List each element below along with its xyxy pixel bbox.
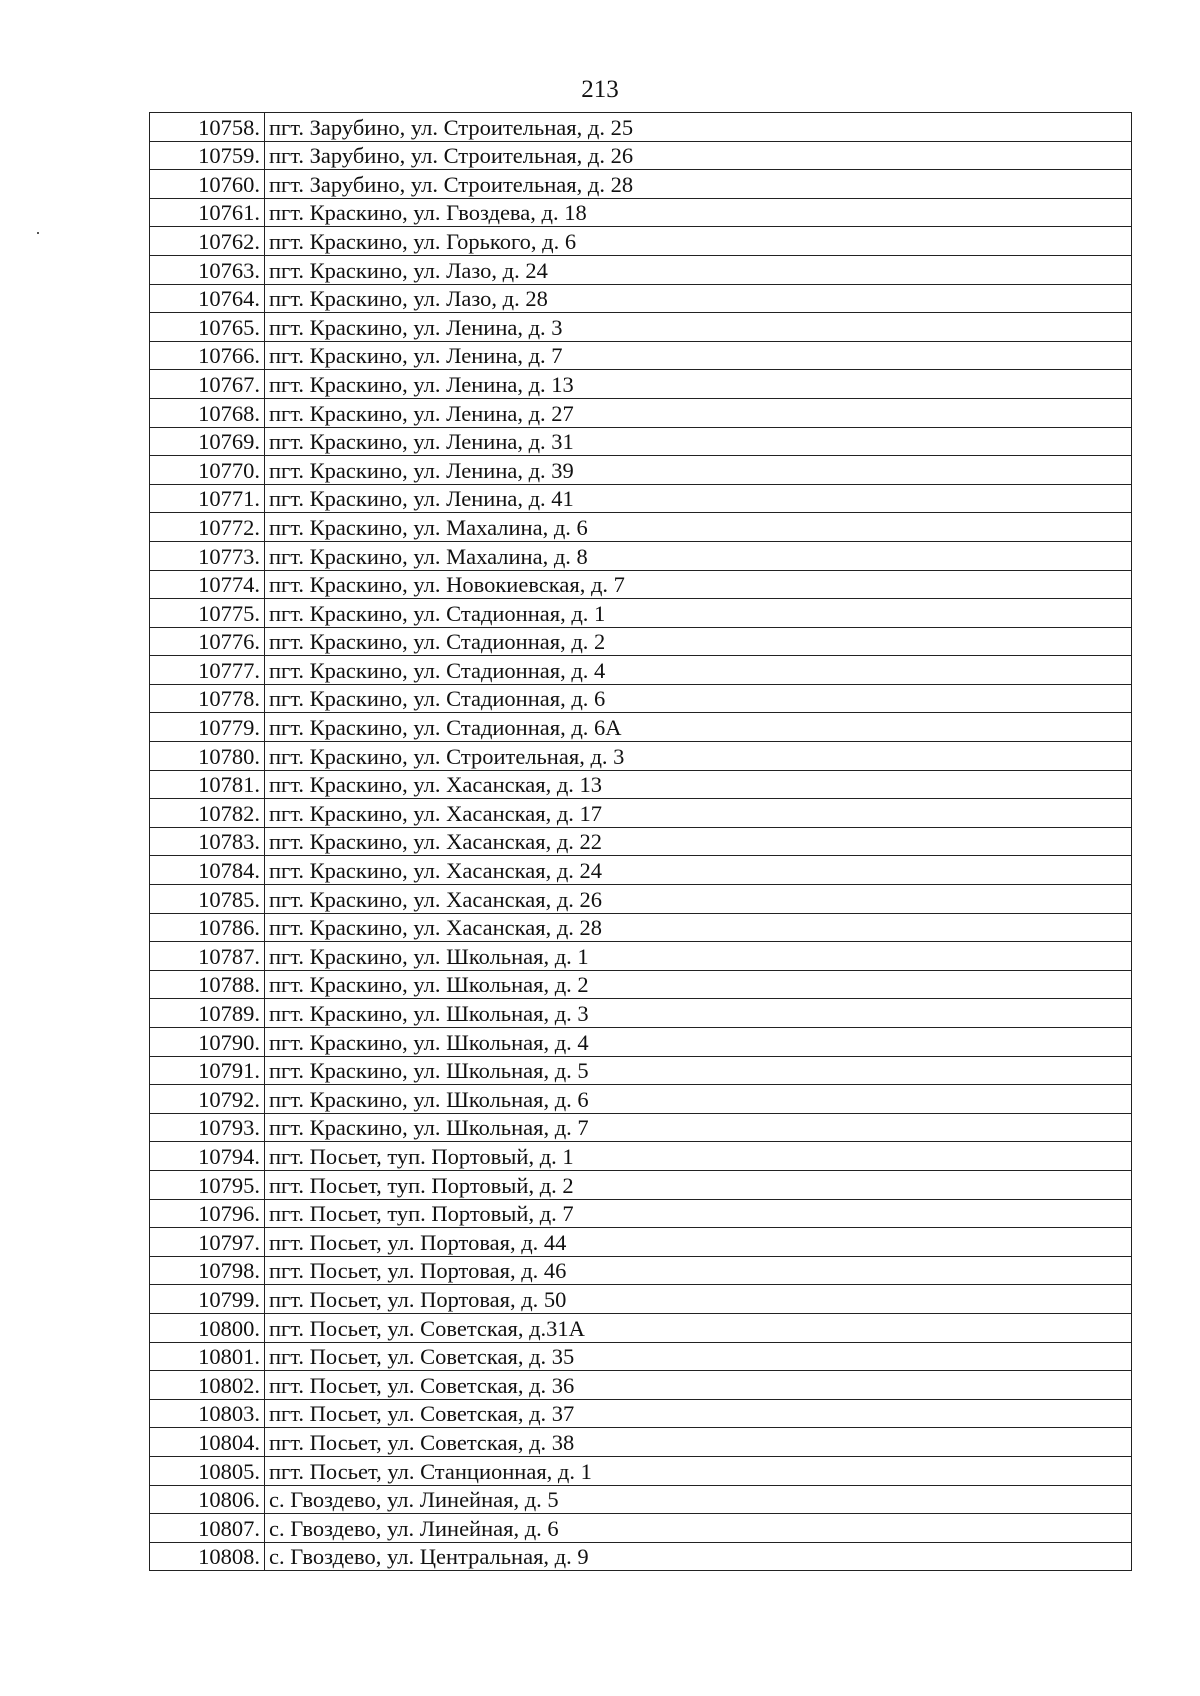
table-row	[150, 170, 1132, 199]
row-number: 10768.	[150, 398, 265, 427]
table-row	[150, 599, 1132, 628]
table-row	[150, 427, 1132, 456]
table-row	[150, 742, 1132, 771]
row-number: 10771.	[150, 484, 265, 513]
table-row	[150, 684, 1132, 713]
row-number: 10758.	[150, 113, 265, 142]
row-address: пгт. Краскино, ул. Стадионная, д. 6	[265, 684, 1132, 713]
table-row	[150, 370, 1132, 399]
table-row	[150, 827, 1132, 856]
row-address: пгт. Посьет, ул. Советская, д. 36	[265, 1371, 1132, 1400]
row-number: 10775.	[150, 599, 265, 628]
table-row	[150, 1485, 1132, 1514]
table-row	[150, 1199, 1132, 1228]
table-row	[150, 513, 1132, 542]
table-row	[150, 1085, 1132, 1114]
table-row	[150, 770, 1132, 799]
table-row	[150, 1542, 1132, 1571]
row-number: 10803.	[150, 1399, 265, 1428]
row-number: 10762.	[150, 227, 265, 256]
table-row	[150, 1028, 1132, 1057]
row-number: 10796.	[150, 1199, 265, 1228]
row-number: 10780.	[150, 742, 265, 771]
row-address: пгт. Краскино, ул. Ленина, д. 39	[265, 456, 1132, 485]
table-row	[150, 999, 1132, 1028]
table-row	[150, 970, 1132, 999]
row-address: с. Гвоздево, ул. Центральная, д. 9	[265, 1542, 1132, 1571]
row-address: пгт. Краскино, ул. Школьная, д. 1	[265, 942, 1132, 971]
row-number: 10787.	[150, 942, 265, 971]
table-row	[150, 1285, 1132, 1314]
row-number: 10777.	[150, 656, 265, 685]
row-number: 10781.	[150, 770, 265, 799]
table-row	[150, 656, 1132, 685]
table-row	[150, 627, 1132, 656]
row-address: пгт. Краскино, ул. Горького, д. 6	[265, 227, 1132, 256]
row-number: 10766.	[150, 341, 265, 370]
table-row	[150, 341, 1132, 370]
row-address: пгт. Краскино, ул. Стадионная, д. 4	[265, 656, 1132, 685]
table-row	[150, 1456, 1132, 1485]
row-number: 10788.	[150, 970, 265, 999]
row-number: 10774.	[150, 570, 265, 599]
row-address: пгт. Краскино, ул. Хасанская, д. 13	[265, 770, 1132, 799]
row-address: пгт. Посьет, туп. Портовый, д. 1	[265, 1142, 1132, 1171]
row-number: 10783.	[150, 827, 265, 856]
table-row	[150, 113, 1132, 142]
row-address: пгт. Краскино, ул. Махалина, д. 8	[265, 541, 1132, 570]
row-number: 10773.	[150, 541, 265, 570]
row-number: 10802.	[150, 1371, 265, 1400]
row-number: 10784.	[150, 856, 265, 885]
row-address: пгт. Краскино, ул. Гвоздева, д. 18	[265, 198, 1132, 227]
row-address: пгт. Посьет, ул. Портовая, д. 44	[265, 1228, 1132, 1257]
row-number: 10765.	[150, 313, 265, 342]
row-number: 10799.	[150, 1285, 265, 1314]
row-address: пгт. Посьет, туп. Портовый, д. 7	[265, 1199, 1132, 1228]
table-row	[150, 456, 1132, 485]
table-row	[150, 885, 1132, 914]
table-row	[150, 484, 1132, 513]
row-address: пгт. Краскино, ул. Лазо, д. 28	[265, 284, 1132, 313]
row-address: пгт. Краскино, ул. Школьная, д. 2	[265, 970, 1132, 999]
row-number: 10779.	[150, 713, 265, 742]
table-row	[150, 1228, 1132, 1257]
row-number: 10792.	[150, 1085, 265, 1114]
table-row	[150, 1113, 1132, 1142]
table-row	[150, 1170, 1132, 1199]
page-number: 213	[581, 76, 619, 103]
row-address: пгт. Краскино, ул. Стадионная, д. 1	[265, 599, 1132, 628]
row-address: пгт. Краскино, ул. Ленина, д. 31	[265, 427, 1132, 456]
row-address: пгт. Краскино, ул. Хасанская, д. 22	[265, 827, 1132, 856]
table-row	[150, 856, 1132, 885]
table-row	[150, 398, 1132, 427]
table-row	[150, 1428, 1132, 1457]
row-address: пгт. Посьет, туп. Портовый, д. 2	[265, 1170, 1132, 1199]
row-address: пгт. Краскино, ул. Школьная, д. 6	[265, 1085, 1132, 1114]
row-address: пгт. Посьет, ул. Портовая, д. 50	[265, 1285, 1132, 1314]
row-address: с. Гвоздево, ул. Линейная, д. 5	[265, 1485, 1132, 1514]
row-number: 10793.	[150, 1113, 265, 1142]
table-row	[150, 1342, 1132, 1371]
address-table-body	[150, 113, 1132, 1571]
row-address: пгт. Краскино, ул. Хасанская, д. 26	[265, 885, 1132, 914]
row-number: 10806.	[150, 1485, 265, 1514]
table-row	[150, 255, 1132, 284]
row-number: 10785.	[150, 885, 265, 914]
table-row	[150, 1256, 1132, 1285]
row-address: пгт. Посьет, ул. Советская, д. 35	[265, 1342, 1132, 1371]
row-number: 10770.	[150, 456, 265, 485]
row-number: 10776.	[150, 627, 265, 656]
row-number: 10804.	[150, 1428, 265, 1457]
row-address: пгт. Краскино, ул. Ленина, д. 41	[265, 484, 1132, 513]
row-address: пгт. Краскино, ул. Школьная, д. 3	[265, 999, 1132, 1028]
row-address: пгт. Краскино, ул. Новокиевская, д. 7	[265, 570, 1132, 599]
row-number: 10778.	[150, 684, 265, 713]
table-row	[150, 1371, 1132, 1400]
row-number: 10782.	[150, 799, 265, 828]
row-number: 10769.	[150, 427, 265, 456]
row-address: пгт. Посьет, ул. Портовая, д. 46	[265, 1256, 1132, 1285]
row-number: 10763.	[150, 255, 265, 284]
row-number: 10801.	[150, 1342, 265, 1371]
row-address: пгт. Посьет, ул. Советская, д. 38	[265, 1428, 1132, 1457]
table-row	[150, 1514, 1132, 1543]
row-address: пгт. Краскино, ул. Школьная, д. 5	[265, 1056, 1132, 1085]
row-address: пгт. Краскино, ул. Стадионная, д. 2	[265, 627, 1132, 656]
scan-speck	[37, 232, 39, 234]
row-number: 10798.	[150, 1256, 265, 1285]
row-address: пгт. Краскино, ул. Школьная, д. 7	[265, 1113, 1132, 1142]
row-address: пгт. Посьет, ул. Советская, д.31А	[265, 1313, 1132, 1342]
table-row	[150, 198, 1132, 227]
row-number: 10786.	[150, 913, 265, 942]
row-address: пгт. Краскино, ул. Лазо, д. 24	[265, 255, 1132, 284]
row-number: 10808.	[150, 1542, 265, 1571]
row-address: пгт. Краскино, ул. Ленина, д. 3	[265, 313, 1132, 342]
row-address: пгт. Зарубино, ул. Строительная, д. 28	[265, 170, 1132, 199]
table-row	[150, 799, 1132, 828]
row-address: пгт. Краскино, ул. Школьная, д. 4	[265, 1028, 1132, 1057]
row-number: 10789.	[150, 999, 265, 1028]
row-address: пгт. Краскино, ул. Ленина, д. 13	[265, 370, 1132, 399]
row-number: 10797.	[150, 1228, 265, 1257]
address-table	[149, 112, 1132, 1571]
table-row	[150, 227, 1132, 256]
row-number: 10790.	[150, 1028, 265, 1057]
row-number: 10764.	[150, 284, 265, 313]
row-address: пгт. Краскино, ул. Хасанская, д. 17	[265, 799, 1132, 828]
row-address: пгт. Краскино, ул. Стадионная, д. 6А	[265, 713, 1132, 742]
row-address: пгт. Краскино, ул. Строительная, д. 3	[265, 742, 1132, 771]
row-number: 10759.	[150, 141, 265, 170]
row-number: 10794.	[150, 1142, 265, 1171]
table-row	[150, 541, 1132, 570]
table-row	[150, 942, 1132, 971]
row-address: пгт. Зарубино, ул. Строительная, д. 26	[265, 141, 1132, 170]
row-number: 10800.	[150, 1313, 265, 1342]
row-address: пгт. Краскино, ул. Ленина, д. 7	[265, 341, 1132, 370]
row-number: 10760.	[150, 170, 265, 199]
row-number: 10772.	[150, 513, 265, 542]
row-number: 10795.	[150, 1170, 265, 1199]
table-row	[150, 1313, 1132, 1342]
table-row	[150, 913, 1132, 942]
row-number: 10767.	[150, 370, 265, 399]
row-address: пгт. Краскино, ул. Хасанская, д. 24	[265, 856, 1132, 885]
table-row	[150, 713, 1132, 742]
table-row	[150, 570, 1132, 599]
row-address: с. Гвоздево, ул. Линейная, д. 6	[265, 1514, 1132, 1543]
row-address: пгт. Посьет, ул. Советская, д. 37	[265, 1399, 1132, 1428]
row-address: пгт. Краскино, ул. Хасанская, д. 28	[265, 913, 1132, 942]
table-row	[150, 1056, 1132, 1085]
table-row	[150, 313, 1132, 342]
table-row	[150, 141, 1132, 170]
row-address: пгт. Краскино, ул. Махалина, д. 6	[265, 513, 1132, 542]
table-row	[150, 1399, 1132, 1428]
row-number: 10791.	[150, 1056, 265, 1085]
row-address: пгт. Посьет, ул. Станционная, д. 1	[265, 1456, 1132, 1485]
row-number: 10807.	[150, 1514, 265, 1543]
row-number: 10761.	[150, 198, 265, 227]
table-row	[150, 1142, 1132, 1171]
table-row	[150, 284, 1132, 313]
row-address: пгт. Краскино, ул. Ленина, д. 27	[265, 398, 1132, 427]
row-number: 10805.	[150, 1456, 265, 1485]
row-address: пгт. Зарубино, ул. Строительная, д. 25	[265, 113, 1132, 142]
